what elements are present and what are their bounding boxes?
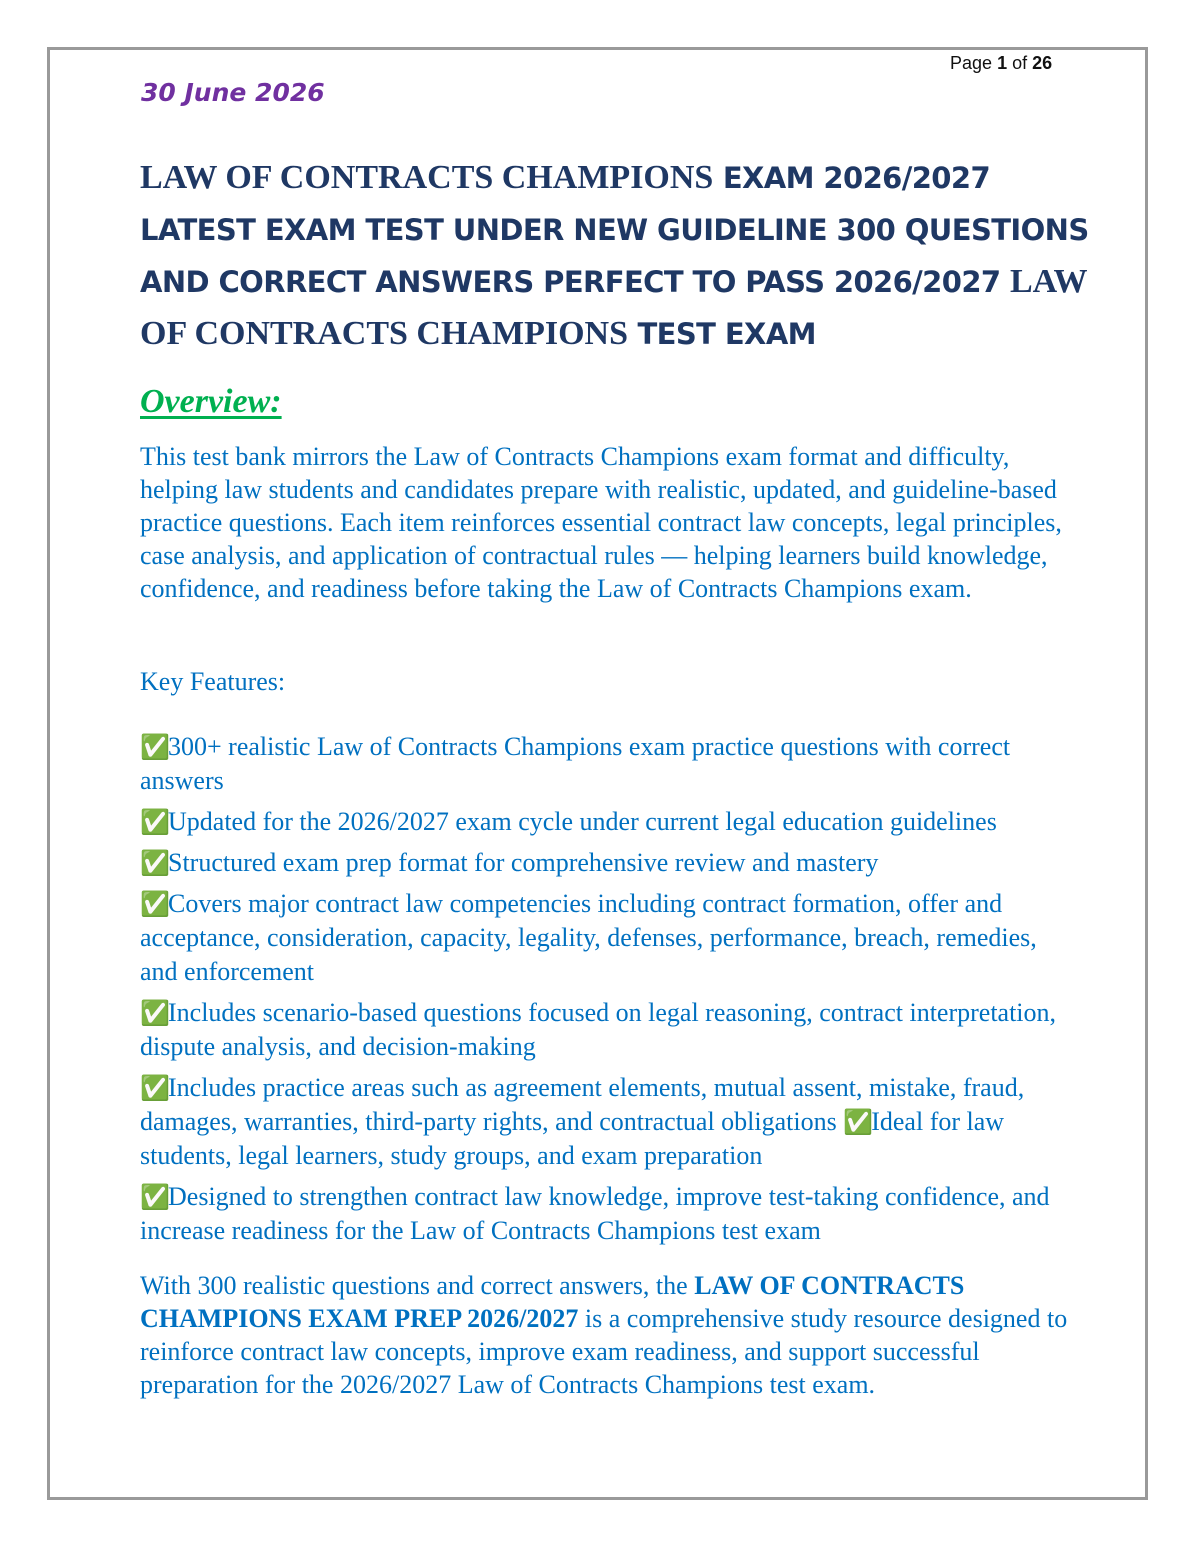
title-line-1: LAW OF CONTRACTS CHAMPIONS EXAM 2026/2027	[140, 159, 991, 196]
check-icon: ✅	[140, 808, 170, 836]
key-features-label: Key Features:	[140, 667, 286, 696]
overview-paragraph: This test bank mirrors the Law of Contracts Champions exam format and difficulty, helping law students and candidates prepare with realistic, updated, and guideline-based practice questions. Each item reinforces essential contract law concepts, legal principles, case analysis, and application of contractual rules — helping learners build knowledge, confidence, and readiness before taking the Law of Contracts Champions exam.	[140, 442, 1062, 603]
page-of: of	[1012, 53, 1028, 73]
check-icon: ✅	[140, 1074, 170, 1102]
check-icon: ✅	[140, 1183, 170, 1211]
check-icon: ✅	[140, 849, 170, 877]
page-current: 1	[997, 53, 1008, 73]
document-date: 30 June 2026	[141, 78, 325, 107]
check-icon: ✅	[843, 1108, 874, 1136]
feature-item: ✅Includes scenario-based questions focused on legal reasoning, contract interpretation, dispute analysis, and decision-making	[140, 998, 1057, 1061]
feature-item: ✅Designed to strengthen contract law knowledge, improve test-taking confidence, and increase readiness for the Law of Contracts Champions test exam	[140, 1182, 1050, 1245]
title-line-3: AND CORRECT ANSWERS PERFECT TO PASS 2026/2027 LAW	[140, 263, 1088, 300]
features-list	[140, 730, 1075, 1255]
overview-heading: Overview:	[140, 383, 282, 420]
title-line-2: LATEST EXAM TEST UNDER NEW GUIDELINE 300 QUESTIONS	[140, 213, 1089, 247]
feature-item: ✅Updated for the 2026/2027 exam cycle under current legal education guidelines	[140, 805, 1075, 839]
feature-item: ✅300+ realistic Law of Contracts Champions exam practice questions with correct answers	[140, 732, 1011, 795]
check-icon: ✅	[140, 999, 170, 1027]
closing-product-name: LAW OF CONTRACTS CHAMPIONS EXAM PREP 2026/2027	[140, 1271, 965, 1333]
page-number	[950, 53, 1052, 74]
page-label: Page	[950, 53, 993, 73]
feature-item: ✅Includes practice areas such as agreement elements, mutual assent, mistake, fraud, damages, warranties, third-party rights, and contractual obligations ✅Ideal for law students, legal learners, study groups, and exam preparation	[140, 1073, 1025, 1170]
check-icon: ✅	[140, 890, 170, 918]
closing-paragraph: With 300 realistic questions and correct answers, the LAW OF CONTRACTS CHAMPIONS EXAM PREP 2026/2027 is a comprehensive study resource designed to reinforce contract law concepts, improve exam readiness, and support successful preparation for the 2026/2027 Law of Contracts Champions test exam.	[140, 1271, 1068, 1399]
feature-item: ✅Covers major contract law competencies including contract formation, offer and acceptance, consideration, capacity, legality, defenses, performance, breach, remedies, and enforcement	[140, 889, 1037, 986]
document-title	[140, 152, 1089, 360]
feature-item: ✅Structured exam prep format for comprehensive review and mastery	[140, 846, 1075, 880]
check-icon: ✅	[140, 733, 170, 761]
page-total: 26	[1032, 53, 1053, 73]
title-line-4: OF CONTRACTS CHAMPIONS TEST EXAM	[140, 315, 816, 352]
